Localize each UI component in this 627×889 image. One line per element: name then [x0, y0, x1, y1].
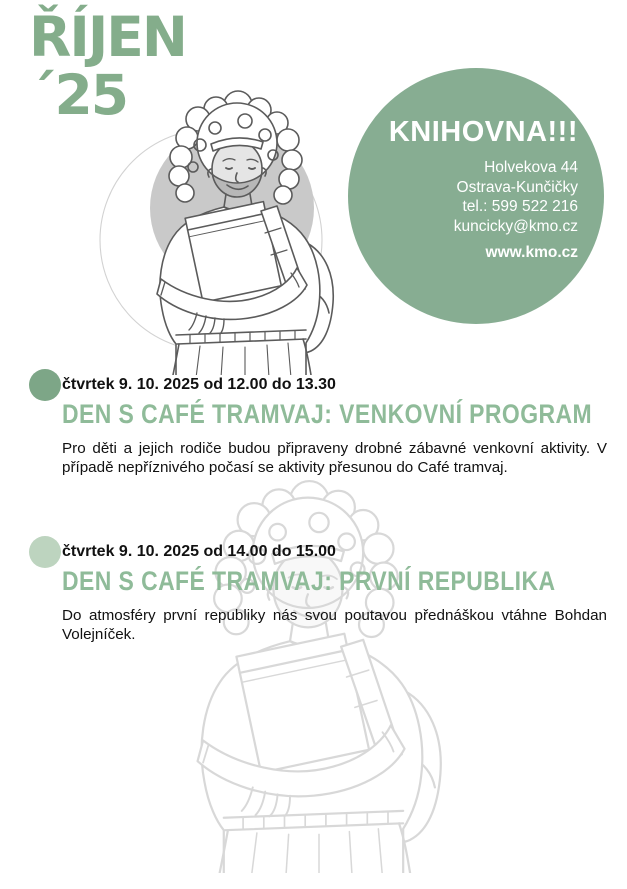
event-title: DEN S CAFÉ TRAMVAJ: PRVNÍ REPUBLIKA: [62, 566, 556, 596]
student-illustration-faded: [112, 470, 457, 873]
event-description: Pro děti a jejich rodiče budou připraveny drobné zábavné venkovní aktivity. V případě nepříznivého počasí se aktivity přesunou do Café tramvaj.: [62, 440, 607, 476]
event-bullet-icon: [29, 369, 61, 401]
event-datetime: čtvrtek 9. 10. 2025 od 14.00 do 15.00: [62, 543, 336, 560]
library-name: KNIHOVNA!!!: [388, 116, 578, 148]
event-title: DEN S CAFÉ TRAMVAJ: VENKOVNÍ PROGRAM: [62, 399, 593, 429]
website-url: www.kmo.cz: [485, 244, 578, 261]
event-bullet-icon: [29, 536, 61, 568]
library-badge: [348, 68, 604, 324]
library-contact: [454, 158, 578, 236]
month-name: ŘÍJEN: [29, 5, 186, 69]
phone-number: tel.: 599 522 216: [462, 198, 578, 215]
event-content: [29, 367, 605, 477]
event-content: [29, 534, 605, 644]
event-item-1: [29, 367, 605, 477]
event-description: Do atmosféry první republiky nás svou poutavou přednáškou vtáhne Bohdan Volejníček.: [62, 607, 607, 643]
address-line-2: Ostrava-Kunčičky: [456, 178, 578, 196]
student-illustration: [95, 83, 345, 375]
event-datetime: čtvrtek 9. 10. 2025 od 12.00 do 13.30: [62, 376, 336, 393]
email-address: kuncicky@kmo.cz: [453, 217, 578, 235]
year-label: ´25: [29, 63, 128, 127]
address-line-1: Holvekova 44: [484, 159, 578, 176]
event-item-2: [29, 534, 605, 644]
